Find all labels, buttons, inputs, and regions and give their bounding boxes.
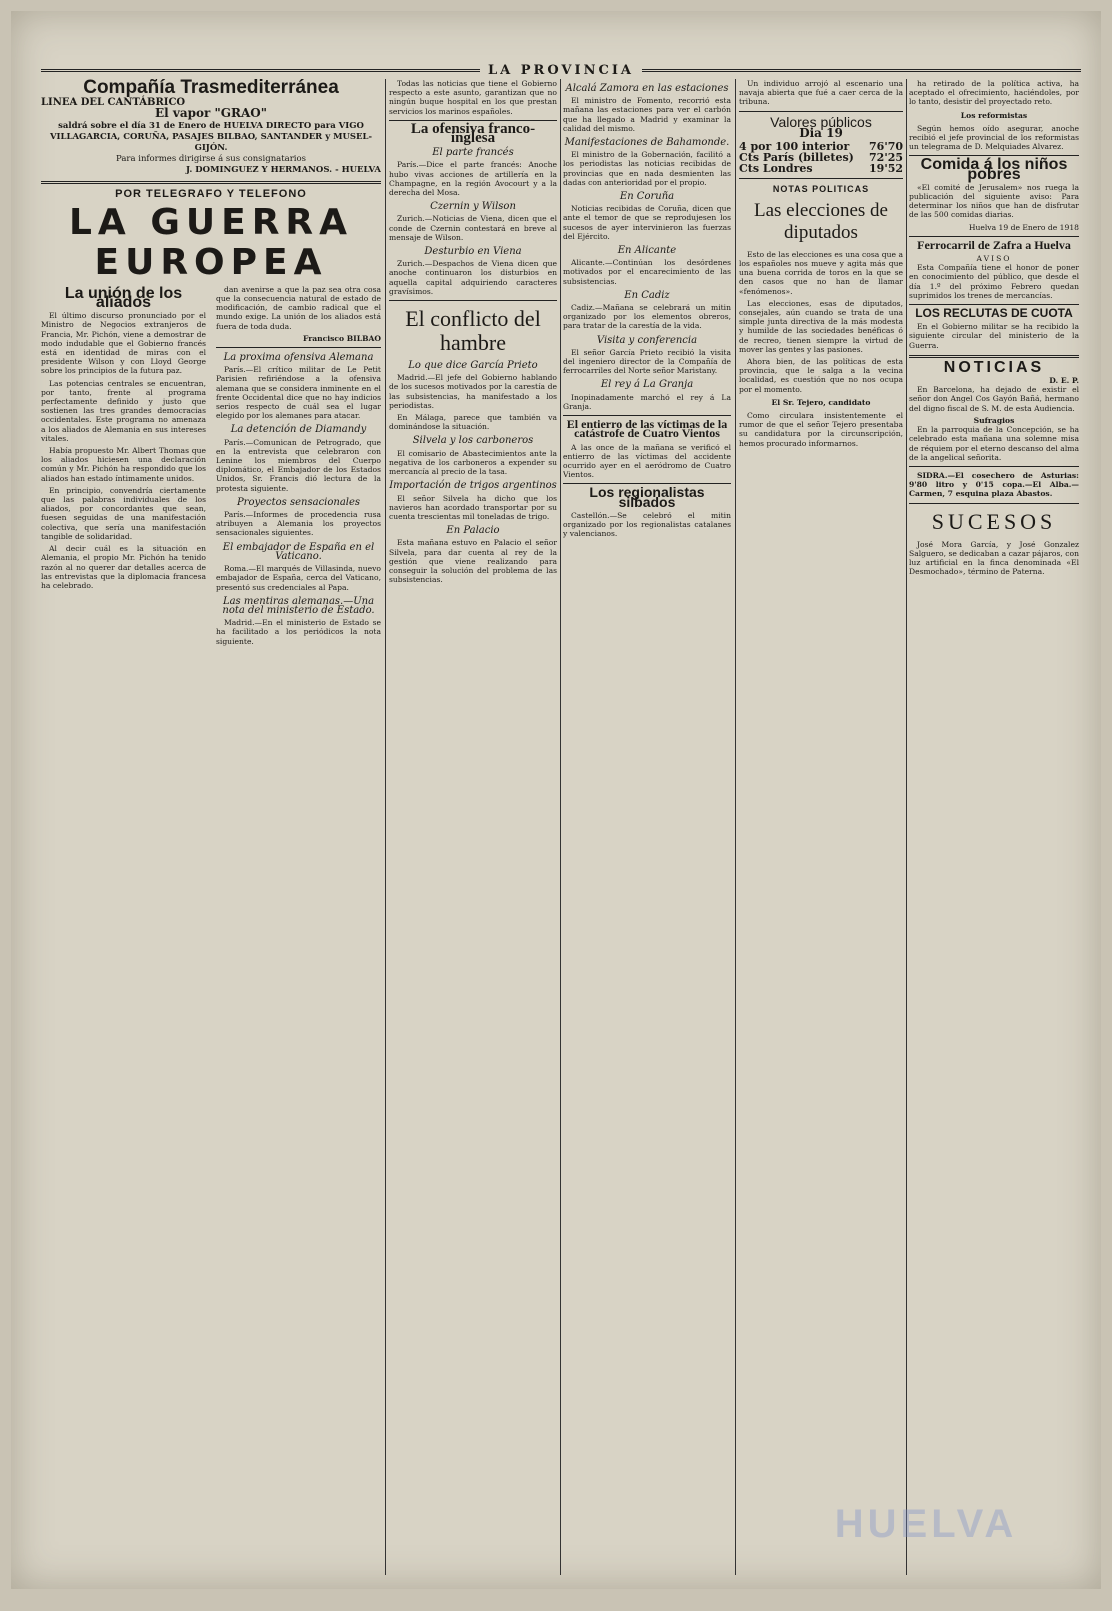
article-paragraph: Inopinadamente marchó el rey á La Granja.	[563, 392, 731, 411]
article-subtitle: Lo que dice García Prieto	[408, 360, 538, 372]
quote-row	[739, 140, 903, 154]
article-paragraph: En el Gobierno militar se ha recibido la siguiente circular del ministerio de la Guerra.	[909, 322, 1079, 350]
column-rule	[735, 79, 736, 1575]
article-paragraph: El señor Silvela ha dicho que los navieros han acordado transportar por su cuenta trescientas mil toneladas de trigo.	[389, 493, 557, 521]
section-label: POR TELEGRAFO Y TELEFONO	[115, 187, 307, 200]
article-paragraph: El ministro de la Gobernación, facilitó a los periodistas las noticias recibidas de provincias que en nada desmienten las dadas con anterioridad por el propio.	[563, 150, 731, 187]
article-signature: Francisco BILBAO	[302, 333, 381, 343]
article-title: Silvela y los carboneros	[412, 435, 534, 447]
article-paragraph: «El comité de Jerusalem» nos ruega la publicación del siguiente aviso: Para determinar los niños que han de disfrutar de las 500 comidas diarias.	[909, 182, 1079, 220]
article-paragraph: París.—Comunican de Petrogrado, que en la entrevista que celebraron con Lenine los miembros del Cuerpo diplomático, el Embajador de los Estados Unidos, Sr. Francis dió lectura de la protesta siguiente.	[216, 437, 381, 493]
masthead	[41, 63, 1081, 77]
article-title: Los regionalistas silbados	[589, 484, 705, 510]
article-paragraph: El último discurso pronunciado por el Ministro de Negocios extranjeros de Francia, Mr. Pichón, viene a demostrar de modo indudable que el Gobierno francés está en identidad de miras con el presidente Wilson y con Lloyd George sobre los principios de la futura paz.	[41, 311, 206, 376]
article-paragraph: Madrid.—El jefe del Gobierno hablando de los sucesos motivados por la carestía de las subsistencias, ha manifestado a los periodistas.	[389, 373, 557, 410]
ad-agents: J. DOMINGUEZ Y HERMANOS. - HUELVA	[186, 164, 381, 175]
article-title: Sufragios	[973, 415, 1015, 425]
quote-value: 72'25	[869, 151, 903, 165]
article-title: Comida á los niños pobres	[920, 156, 1068, 183]
article-paragraph: Las potencias centrales se encuentran, por tanto, frente al programa perfectamente definido y justo que sostienen las tres grandes democracias occidentales. Este programa no amenaza a los aliados de Alemania en sus intereses vitales.	[41, 378, 206, 443]
article-paragraph: ha retirado de la política activa, ha aceptado el ofrecimiento, haciéndoles, por lo tanto, desistir del proyectado reto.	[909, 79, 1079, 107]
quote-label: Cts París (billetes)	[739, 151, 854, 165]
article-title: En Coruña	[619, 191, 675, 203]
newspaper-page	[11, 11, 1101, 1589]
quotes-title: Valores públicos	[770, 113, 872, 130]
article-title: El conflicto del hambre	[405, 306, 541, 356]
quote-value: 76'70	[869, 140, 903, 154]
article-paragraph: Roma.—El marqués de Villasinda, nuevo embajador de España, cerca del Vaticano, presentó sus credenciales al Papa.	[216, 564, 381, 592]
article-title: Las mentiras alemanas.—Una nota del ministerio de Estado.	[222, 595, 375, 616]
article-paragraph: Había propuesto Mr. Albert Thomas que los aliados hiciesen una declaración común y Mr. Pichón ha respondido que los aliados han estado íntimamente unidos.	[41, 446, 206, 483]
article-title: El embajador de España en el Vaticano.	[222, 541, 375, 562]
article-paragraph: Al decir cuál es la situación en Alemania, el propio Mr. Pichón ha tenido razón al no querer dar detalles acerca de las entrevistas que la diplomacia francesa ha celebrado.	[41, 544, 206, 590]
article-title: Las elecciones de diputados	[754, 199, 888, 243]
article-title: En Cadiz	[624, 289, 670, 301]
article-title: Manifestaciones de Bahamonde.	[564, 137, 730, 149]
article-paragraph: Alicante.—Continúan los desórdenes motivados por el encarecimiento de las subsistencias.	[563, 258, 731, 286]
article-paragraph: José Mora García, y José Gonzalez Salguero, se dedicaban a cazar pájaros, con luz artificial en la finca denominada «El Desmochado», término de Paterna.	[909, 539, 1079, 577]
article-title: En Alicante	[617, 245, 677, 257]
ad-text: saldrá sobre el día 31 de Enero de HUELVA DIRECTO para VIGO VILLAGARCIA, CORUÑA, PASAJES BILBAO, SANTANDER y MUSEL-GIJÓN.	[49, 120, 373, 153]
article-subtitle: El parte francés	[432, 147, 514, 159]
quote-label: 4 por 100 interior	[739, 140, 850, 154]
article-title: Czernin y Wilson	[430, 201, 516, 213]
article-title: NOTICIAS	[943, 358, 1045, 376]
article-title: La detención de Diamandy	[230, 424, 367, 436]
article-paragraph: SIDRA.—El cosechero de Asturias: 9'80 litro y 0'15 copa.—El Alba.—Carmen, 7 esquina plaza Abastos.	[909, 470, 1079, 499]
article-paragraph: Un individuo arrojó al escenario una navaja abierta que fué a caer cerca de la tribuna.	[739, 79, 903, 107]
article-title: Proyectos sensacionales	[236, 496, 361, 508]
article-title: SUCESOS	[931, 508, 1057, 534]
article-paragraph: El comisario de Abastecimientos ante la negativa de los carboneros a expender su mercancía al precio de la tasa.	[389, 448, 557, 477]
article-title: Alcalá Zamora en las estaciones	[565, 83, 729, 94]
article-paragraph: Esta Compañía tiene el honor de poner en conocimiento del público, que desde el día 1.º del próximo Febrero quedan suprimidos los trenes de mercancías.	[909, 263, 1079, 300]
sub-column-left	[41, 285, 206, 649]
article-subtitle: D. E. P.	[1049, 376, 1079, 386]
masthead-title: LA PROVINCIA	[488, 62, 634, 78]
column-rule	[560, 79, 561, 1575]
article-paragraph: El ministro de Fomento, recorrió esta mañana las estaciones para ver el carbón que ha llegado a Madrid y examinar la calidad del mismo.	[563, 96, 731, 133]
article-subtitle: El Sr. Tejero, candidato	[771, 397, 871, 407]
article-paragraph: En la parroquia de la Concepción, se ha celebrado esta mañana una solemne misa de réquiem por el eterno descanso del alma de la angelical señorita.	[909, 425, 1079, 462]
article-paragraph: Cadiz.—Mañana se celebrará un mitin organizado por los elementos obreros, para tratar de la carestía de la vida.	[563, 303, 731, 331]
masthead-rule-left	[41, 69, 480, 72]
quote-row	[739, 162, 903, 176]
article-title: Importación de trigos argentinos	[389, 480, 557, 492]
article-title: Visita y conferencia	[596, 334, 698, 346]
article-title: LOS RECLUTAS DE CUOTA	[915, 306, 1073, 321]
article-paragraph: Esto de las elecciones es una cosa que a los españoles nos mueve y agita más que una buena corrida de toros en la que se den casos que no han de llamar «fenómenos».	[739, 249, 903, 296]
article-title: Los reformistas	[960, 110, 1028, 120]
article-paragraph: Esta mañana estuvo en Palacio el señor Silvela, para dar cuenta al rey de la gestión que viene realizando para conseguir la solución del problema de las subsistencias.	[389, 538, 557, 585]
article-paragraph: Ahora bien, de las políticas de esta provincia, que le salga a la vecina localidad, es cuestión que no nos ocupa por el momento.	[739, 357, 903, 394]
article-paragraph: En Málaga, parece que también va dominándose la situación.	[389, 413, 557, 432]
article-paragraph: Las elecciones, esas de diputados, consejales, aún cuando se trata de una simple junta directiva de la más modesta y humilde de las sociedades benéficas ó de recreo, tienen siempre la virtud de mover las gentes y las pasiones.	[739, 298, 903, 354]
masthead-rule-right	[642, 69, 1081, 72]
article-paragraph: dan avenirse a que la paz sea otra cosa que la consecuencia natural de estado de modificación, de cambio radical que el mundo exige. La unión de los aliados está fuera de toda duda.	[216, 284, 381, 331]
article-paragraph: Castellón.—Se celebró el mitin organizado por los regionalistas catalanes y valencianos.	[563, 510, 731, 539]
article-paragraph: Madrid.—En el ministerio de Estado se ha facilitado a los periódicos la nota siguiente.	[216, 618, 381, 646]
column-5	[909, 79, 1079, 1577]
article-paragraph: Según hemos oído asegurar, anoche recibió el jefe provincial de los reformistas un telegrama de D. Melquiades Alvarez.	[909, 123, 1079, 152]
quote-label: Cts Londres	[739, 162, 813, 176]
article-title: El entierro de las víctimas de la catástrofe de Cuatro Vientos	[566, 417, 728, 441]
article-paragraph: El señor García Prieto recibió la visita del ingeniero director de la Compañía de ferrocarriles del Norte señor Maristany.	[563, 347, 731, 376]
article-title: La unión de los aliados	[64, 284, 183, 312]
article-paragraph: París.—El crítico militar de Le Petit Parisien refiriéndose a la ofensiva alemana que se considera inminente en el frente Occidental dice que no hay indicios serios respecto de cuál sea el lugar elegido por los alemanes para atacar.	[216, 365, 381, 421]
article-title: Ferrocarril de Zafra a Huelva	[917, 237, 1071, 252]
article-paragraph: A las once de la mañana se verificó el entierro de las víctimas del accidente ocurrido ayer en el aeródromo de Cuatro Vientos.	[563, 442, 731, 480]
article-paragraph: Todas las noticias que tiene el Gobierno respecto a este asunto, garantizan que no ningún buque hospital en los que prestan servicios los marinos españoles.	[389, 79, 557, 116]
quotes-day: Dia 19	[799, 125, 843, 140]
article-title: En Palacio	[446, 525, 500, 537]
article-paragraph: En principio, convendría ciertamente que las palabras individuales de los aliados, por concordantes que sean, fuesen seguidas de una manifestación colectiva, que sería una manifestación tangible de solidaridad.	[41, 485, 206, 541]
article-paragraph: París.—Dice el parte francés: Anoche hubo vivas acciones de artillería en la Champagne, en la región Avocourt y a la derecha del Mosa.	[389, 160, 557, 198]
article-paragraph: Como circulara insistentemente el rumor de que el señor Tejero presentaba su candidatura por la circunscripción, hemos procurado informarnos.	[739, 411, 903, 448]
article-title: La proxima ofensiva Alemana	[223, 352, 374, 364]
ad-company: Compañía Trasmediterránea	[83, 79, 339, 98]
article-date: Huelva 19 de Enero de 1918	[968, 222, 1079, 232]
quote-value: 19'52	[869, 162, 903, 176]
article-title: Desturbio en Viena	[424, 246, 522, 258]
ad-ship: El vapor "GRAO"	[154, 106, 267, 121]
article-title: La ofensiva franco-inglesa	[410, 120, 536, 147]
section-label: NOTAS POLITICAS	[772, 183, 870, 194]
column-1	[41, 79, 381, 1577]
sub-column-right	[216, 285, 381, 649]
article-title: El rey á La Granja	[600, 379, 694, 391]
column-rule	[385, 79, 386, 1575]
library-stamp: HUELVA	[834, 1501, 1018, 1546]
article-paragraph: París.—Informes de procedencia rusa atribuyen a Alemania los proyectos sensacionales siguientes.	[216, 510, 381, 538]
column-3	[563, 79, 731, 1577]
article-paragraph: Zurich.—Despachos de Viena dicen que anoche continuaron los disturbios en aquella capital adquiriendo caracteres gravísimos.	[389, 259, 557, 296]
article-paragraph: Noticias recibidas de Coruña, dicen que ante el temor de que se reprodujesen los sucesos de ayer intervinieron las fuerzas del Ejército.	[563, 204, 731, 241]
column-rule	[906, 79, 907, 1575]
quote-row	[739, 151, 903, 165]
article-paragraph: Zurich.—Noticias de Viena, dicen que el conde de Czernin contestará en breve al mensaje de Wilson.	[389, 214, 557, 242]
ad-line: LINEA DEL CANTÁBRICO	[41, 97, 186, 109]
column-4	[739, 79, 903, 1577]
main-headline: LA GUERRA EUROPEA	[68, 201, 353, 283]
article-subtitle: AVISO	[976, 254, 1012, 264]
ad-info: Para informes dirigirse á sus consignatarios	[115, 153, 306, 164]
article-paragraph: En Barcelona, ha dejado de existir el señor don Angel Cos Gayón Bañá, hermano del digno fiscal de S. M. de esta Audiencia.	[909, 385, 1079, 413]
column-2	[389, 79, 557, 1577]
